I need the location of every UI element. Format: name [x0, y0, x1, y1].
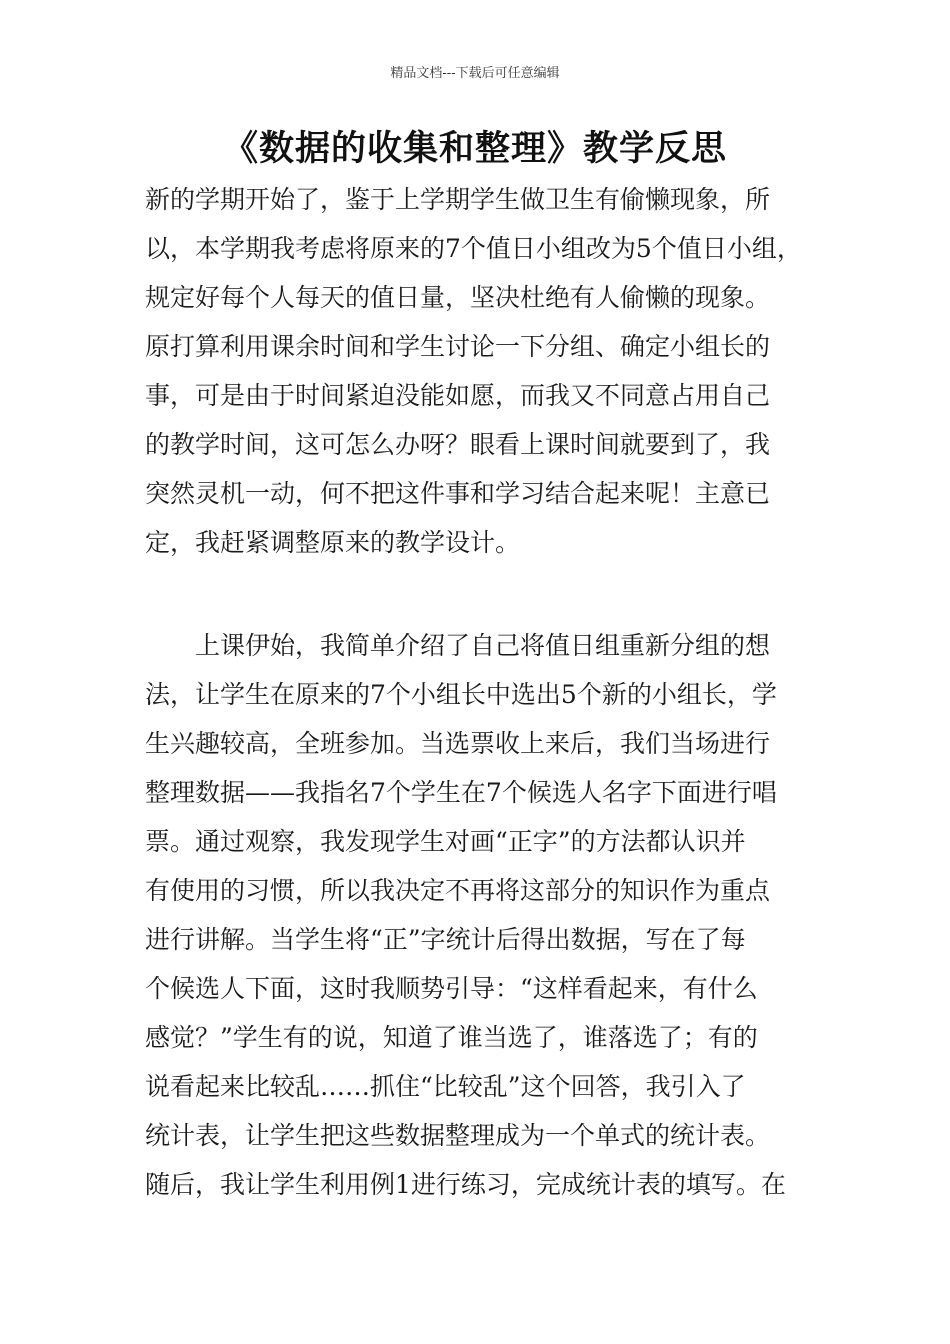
text-line: 进行讲解。当学生将“正”字统计后得出数据，写在了每 — [145, 925, 746, 954]
text-line: 生兴趣较高，全班参加。当选票收上来后，我们当场进行 — [145, 729, 771, 758]
paragraph-2 — [145, 621, 825, 1209]
text-line: 整理数据——我指名7个学生在7个候选人名字下面进行唱 — [145, 778, 777, 807]
text-line: 个候选人下面，这时我顺势引导：“这样看起来，有什么 — [145, 974, 758, 1003]
text-line: 有使用的习惯，所以我决定不再将这部分的知识作为重点 — [145, 876, 771, 905]
text-line: 上课伊始，我简单介绍了自己将值日组重新分组的想 — [145, 631, 771, 660]
text-line: 的教学时间，这可怎么办呀？眼看上课时间就要到了，我 — [145, 430, 771, 459]
text-line: 以，本学期我考虑将原来的7个值日小组改为5个值日小组， — [145, 234, 802, 263]
text-line: 统计表，让学生把这些数据整理成为一个单式的统计表。 — [145, 1121, 771, 1150]
header-note: 精品文档---下载后可任意编辑 — [390, 66, 560, 81]
text-line: 规定好每个人每天的值日量，坚决杜绝有人偷懒的现象。 — [145, 283, 771, 312]
text-line: 随后，我让学生利用例1进行练习，完成统计表的填写。在 — [145, 1170, 786, 1199]
text-line: 感觉？”学生有的说，知道了谁当选了，谁落选了；有的 — [145, 1023, 758, 1052]
text-line: 新的学期开始了，鉴于上学期学生做卫生有偷懒现象，所 — [145, 185, 771, 214]
text-line: 原打算利用课余时间和学生讨论一下分组、确定小组长的 — [145, 332, 771, 361]
document-title: 《数据的收集和整理》教学反思 — [222, 129, 727, 169]
text-line: 说看起来比较乱……抓住“比较乱”这个回答，我引入了 — [145, 1072, 746, 1101]
text-line: 事，可是由于时间紧迫没能如愿，而我又不同意占用自己 — [145, 381, 771, 410]
text-line: 票。通过观察，我发现学生对画“正字”的方法都认识并 — [145, 827, 746, 856]
paragraph-1 — [145, 175, 825, 567]
text-line: 法，让学生在原来的7个小组长中选出5个新的小组长，学 — [145, 680, 777, 709]
text-line: 突然灵机一动，何不把这件事和学习结合起来呢！主意已 — [145, 479, 771, 508]
text-line: 定，我赶紧调整原来的教学设计。 — [145, 528, 521, 557]
